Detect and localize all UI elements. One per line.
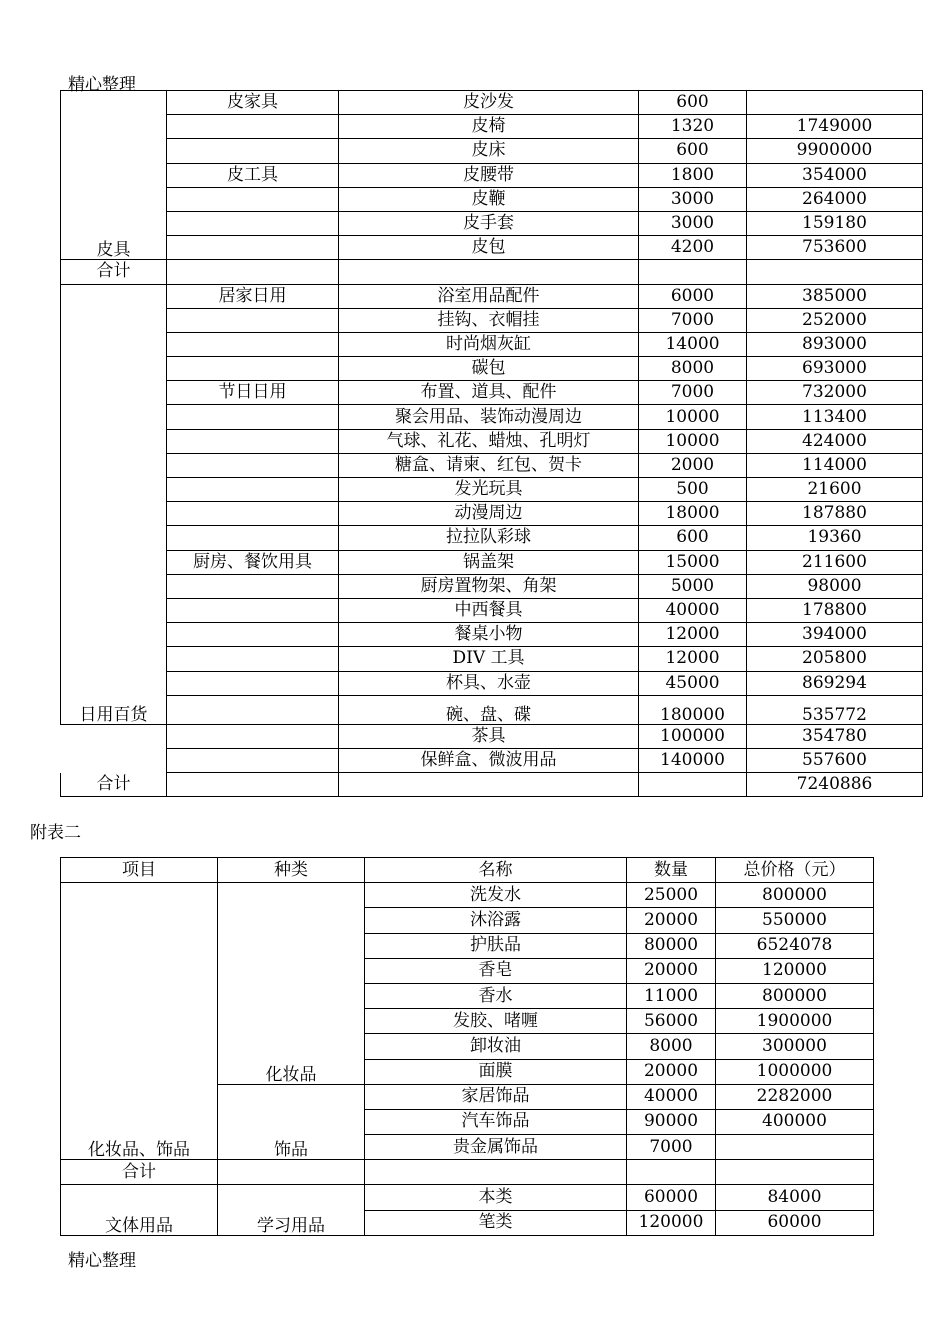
item-qty: 2000	[639, 453, 747, 477]
item-qty: 40000	[627, 1084, 716, 1109]
item-qty: 25000	[627, 883, 716, 908]
total-value: 7240886	[747, 773, 923, 797]
total-row	[61, 260, 923, 284]
item-name: 贵金属饰品	[365, 1135, 627, 1160]
total-label: 合计	[61, 1160, 218, 1185]
table-row	[61, 647, 923, 671]
item-name: 杯具、水壶	[339, 671, 639, 695]
item-price: 535772	[747, 695, 923, 724]
table-row	[61, 187, 923, 211]
item-price: 1000000	[716, 1059, 874, 1084]
item-price: 19360	[747, 526, 923, 550]
item-name: 汽车饰品	[365, 1109, 627, 1134]
item-price: 187880	[747, 502, 923, 526]
subcategory-cell	[167, 502, 339, 526]
item-name: 碗、盘、碟	[339, 695, 639, 724]
item-qty: 90000	[627, 1109, 716, 1134]
item-name: 皮鞭	[339, 187, 639, 211]
item-price	[716, 1135, 874, 1160]
subcategory-cell: 皮家具	[167, 91, 339, 115]
item-name: 皮沙发	[339, 91, 639, 115]
item-name: 家居饰品	[365, 1084, 627, 1109]
item-qty: 6000	[639, 284, 747, 308]
leather-daily-table	[60, 90, 923, 797]
item-name: 气球、礼花、蜡烛、孔明灯	[339, 429, 639, 453]
item-qty: 3000	[639, 211, 747, 235]
item-price: 394000	[747, 623, 923, 647]
item-qty: 7000	[639, 308, 747, 332]
table-row	[61, 139, 923, 163]
total-row	[61, 1160, 874, 1185]
table-row	[61, 1185, 874, 1210]
item-name: 发光玩具	[339, 478, 639, 502]
table-row	[61, 381, 923, 405]
item-price: 264000	[747, 187, 923, 211]
subcategory-cell	[167, 357, 339, 381]
appendix-table	[60, 857, 874, 1236]
subcategory-cell	[167, 429, 339, 453]
item-qty: 14000	[639, 332, 747, 356]
item-price	[747, 91, 923, 115]
subcategory-cell	[167, 211, 339, 235]
item-name: 皮手套	[339, 211, 639, 235]
table-row	[61, 115, 923, 139]
item-price: 60000	[716, 1210, 874, 1235]
subcategory-cell	[167, 574, 339, 598]
column-header: 种类	[218, 858, 365, 883]
subcategory-cell: 居家日用	[167, 284, 339, 308]
item-qty: 20000	[627, 958, 716, 983]
item-qty: 56000	[627, 1009, 716, 1034]
table-row	[61, 453, 923, 477]
total-label: 合计	[61, 773, 167, 797]
column-header: 名称	[365, 858, 627, 883]
item-qty: 11000	[627, 983, 716, 1008]
item-name: 拉拉队彩球	[339, 526, 639, 550]
item-name: 卸妆油	[365, 1034, 627, 1059]
category-cell: 日用百货	[61, 284, 167, 724]
header-row	[61, 858, 874, 883]
item-name: 茶具	[339, 724, 639, 748]
subcategory-cell	[167, 671, 339, 695]
item-price: 1749000	[747, 115, 923, 139]
item-qty: 7000	[639, 381, 747, 405]
table-row	[61, 671, 923, 695]
item-qty: 3000	[639, 187, 747, 211]
item-name: 挂钩、衣帽挂	[339, 308, 639, 332]
item-qty: 18000	[639, 502, 747, 526]
item-qty: 40000	[639, 598, 747, 622]
item-price: 400000	[716, 1109, 874, 1134]
item-price: 385000	[747, 284, 923, 308]
item-qty: 140000	[639, 748, 747, 772]
item-name: 皮包	[339, 236, 639, 260]
subcategory-cell	[167, 623, 339, 647]
table-row	[61, 748, 923, 772]
subcategory-cell	[167, 115, 339, 139]
item-qty: 12000	[639, 647, 747, 671]
item-price: 2282000	[716, 1084, 874, 1109]
category-cell: 文体用品	[61, 1185, 218, 1235]
table-row	[61, 236, 923, 260]
item-price: 178800	[747, 598, 923, 622]
item-price: 84000	[716, 1185, 874, 1210]
subcategory-cell	[167, 647, 339, 671]
item-price: 753600	[747, 236, 923, 260]
item-qty: 600	[639, 526, 747, 550]
item-price: 550000	[716, 908, 874, 933]
table-row	[61, 574, 923, 598]
subcategory-cell	[167, 695, 339, 724]
item-name: 动漫周边	[339, 502, 639, 526]
item-name: 糖盒、请柬、红包、贺卡	[339, 453, 639, 477]
table-row	[61, 502, 923, 526]
table-row	[61, 284, 923, 308]
item-price: 424000	[747, 429, 923, 453]
subcategory-cell	[167, 724, 339, 748]
subcategory-cell	[167, 478, 339, 502]
table-row	[61, 332, 923, 356]
item-name: 锅盖架	[339, 550, 639, 574]
item-price: 113400	[747, 405, 923, 429]
category-cell: 皮具	[61, 91, 167, 260]
item-price: 354780	[747, 724, 923, 748]
table-row	[61, 91, 923, 115]
subcategory-cell	[167, 308, 339, 332]
item-qty: 500	[639, 478, 747, 502]
header-label: 精心整理	[68, 75, 136, 95]
item-name: 护肤品	[365, 933, 627, 958]
item-name: 时尚烟灰缸	[339, 332, 639, 356]
subcategory-cell	[167, 748, 339, 772]
table-row	[61, 163, 923, 187]
total-row	[61, 773, 923, 797]
subcategory-cell: 学习用品	[218, 1185, 365, 1235]
table-row	[61, 211, 923, 235]
table-row	[61, 883, 874, 908]
item-price: 800000	[716, 983, 874, 1008]
item-qty: 20000	[627, 908, 716, 933]
item-price: 211600	[747, 550, 923, 574]
table-row	[61, 724, 923, 748]
item-qty: 600	[639, 139, 747, 163]
item-qty: 1800	[639, 163, 747, 187]
item-name: 皮椅	[339, 115, 639, 139]
table-row	[61, 405, 923, 429]
footer-label: 精心整理	[68, 1251, 136, 1271]
item-name: 香水	[365, 983, 627, 1008]
subcategory-cell	[167, 453, 339, 477]
item-qty: 1320	[639, 115, 747, 139]
column-header: 项目	[61, 858, 218, 883]
item-qty: 100000	[639, 724, 747, 748]
subcategory-cell: 化妆品	[218, 883, 365, 1085]
subcategory-cell	[167, 139, 339, 163]
item-name: 碳包	[339, 357, 639, 381]
item-price: 120000	[716, 958, 874, 983]
item-qty: 180000	[639, 695, 747, 724]
subcategory-cell	[167, 405, 339, 429]
item-price: 693000	[747, 357, 923, 381]
table-row	[61, 526, 923, 550]
subcategory-cell: 饰品	[218, 1084, 365, 1160]
subcategory-cell	[167, 187, 339, 211]
item-price: 869294	[747, 671, 923, 695]
item-name: 聚会用品、装饰动漫周边	[339, 405, 639, 429]
table-row	[61, 308, 923, 332]
item-qty: 120000	[627, 1210, 716, 1235]
item-price: 300000	[716, 1034, 874, 1059]
item-name: 发胶、啫喱	[365, 1009, 627, 1034]
item-name: 餐桌小物	[339, 623, 639, 647]
item-price: 732000	[747, 381, 923, 405]
table-row	[61, 598, 923, 622]
appendix-title: 附表二	[30, 823, 81, 843]
column-header: 总价格（元）	[716, 858, 874, 883]
subcategory-cell	[167, 526, 339, 550]
item-qty: 10000	[639, 429, 747, 453]
item-qty: 10000	[639, 405, 747, 429]
table-row	[61, 357, 923, 381]
item-price: 557600	[747, 748, 923, 772]
subcategory-cell: 厨房、餐饮用具	[167, 550, 339, 574]
item-qty: 15000	[639, 550, 747, 574]
item-qty: 4200	[639, 236, 747, 260]
item-price: 893000	[747, 332, 923, 356]
item-name: 本类	[365, 1185, 627, 1210]
item-name: 中西餐具	[339, 598, 639, 622]
item-qty: 600	[639, 91, 747, 115]
item-price: 252000	[747, 308, 923, 332]
item-qty: 8000	[639, 357, 747, 381]
item-name: 皮腰带	[339, 163, 639, 187]
item-price: 159180	[747, 211, 923, 235]
total-label: 合计	[61, 260, 167, 284]
item-name: 厨房置物架、角架	[339, 574, 639, 598]
item-price: 800000	[716, 883, 874, 908]
item-qty: 45000	[639, 671, 747, 695]
table-row	[61, 550, 923, 574]
item-qty: 5000	[639, 574, 747, 598]
item-name: 香皂	[365, 958, 627, 983]
item-name: 面膜	[365, 1059, 627, 1084]
item-name: 保鲜盒、微波用品	[339, 748, 639, 772]
item-price: 1900000	[716, 1009, 874, 1034]
subcategory-cell	[167, 236, 339, 260]
item-qty: 12000	[639, 623, 747, 647]
subcategory-cell: 皮工具	[167, 163, 339, 187]
subcategory-cell: 节日日用	[167, 381, 339, 405]
table-row	[61, 429, 923, 453]
column-header: 数量	[627, 858, 716, 883]
item-name: 沐浴露	[365, 908, 627, 933]
item-qty: 20000	[627, 1059, 716, 1084]
table-row	[61, 623, 923, 647]
item-qty: 60000	[627, 1185, 716, 1210]
table-row	[61, 695, 923, 724]
item-price: 114000	[747, 453, 923, 477]
item-name: 布置、道具、配件	[339, 381, 639, 405]
item-name: 浴室用品配件	[339, 284, 639, 308]
subcategory-cell	[167, 598, 339, 622]
item-qty: 80000	[627, 933, 716, 958]
item-price: 205800	[747, 647, 923, 671]
item-name: 皮床	[339, 139, 639, 163]
item-price: 9900000	[747, 139, 923, 163]
item-price: 98000	[747, 574, 923, 598]
item-name: DIV 工具	[339, 647, 639, 671]
item-price: 6524078	[716, 933, 874, 958]
item-price: 354000	[747, 163, 923, 187]
table-row	[61, 478, 923, 502]
item-qty: 8000	[627, 1034, 716, 1059]
item-name: 洗发水	[365, 883, 627, 908]
item-name: 笔类	[365, 1210, 627, 1235]
category-cell: 化妆品、饰品	[61, 883, 218, 1160]
item-price: 21600	[747, 478, 923, 502]
subcategory-cell	[167, 332, 339, 356]
item-qty: 7000	[627, 1135, 716, 1160]
